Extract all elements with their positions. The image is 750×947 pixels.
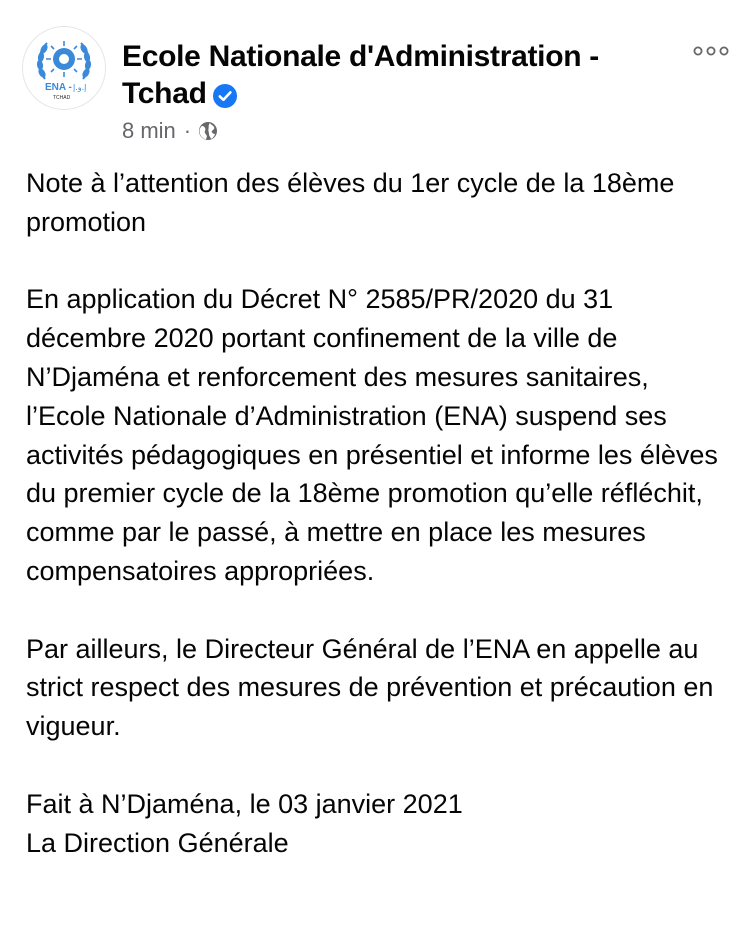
logo-text-right: إ.و.إ (73, 83, 87, 92)
more-options-button[interactable] (686, 34, 736, 68)
post-paragraph-2: Par ailleurs, le Directeur Général de l’ENA en appelle au strict respect des mesures de prévention et précaution en vigueur. (26, 633, 714, 742)
post-paragraph-1: En application du Décret N° 2585/PR/2020 du 31 décembre 2020 portant confinement de la ville de N’Djaména et renforcement des mesures sanitaires, l’Ecole Nationale d’Administration (ENA) suspend ses activités pédagogiques en présentiel et informe les élèves du premier cycle de la 18ème promotion qu’elle réfléchit, comme par le passé, à mettre en place les mesures compensatoires appropriées. (26, 284, 718, 586)
avatar[interactable] (22, 26, 106, 110)
post-header (22, 22, 730, 152)
paragraph-gap (26, 591, 730, 630)
post-meta (122, 118, 218, 144)
logo-subtext: TCHAD (53, 95, 71, 101)
paragraph-gap (26, 746, 730, 785)
meta-separator: · (183, 118, 192, 143)
post-closing-line-2: La Direction Générale (26, 827, 289, 858)
ena-logo-icon (23, 27, 105, 109)
more-dots-icon (693, 46, 729, 56)
paragraph-gap (26, 242, 730, 281)
post-title-line: Note à l’attention des élèves du 1er cycle de la 18ème promotion (26, 168, 675, 237)
post-body (26, 164, 730, 862)
logo-text-left: ENA - (45, 82, 72, 93)
post-closing-line-1: Fait à N’Djaména, le 03 janvier 2021 (26, 788, 463, 819)
verified-badge-icon (213, 80, 237, 104)
post-timestamp[interactable]: 8 min (122, 118, 176, 143)
page-name: Ecole Nationale d'Administration - Tchad (122, 40, 599, 110)
page-name-link[interactable] (122, 38, 642, 112)
globe-icon[interactable] (198, 121, 218, 141)
